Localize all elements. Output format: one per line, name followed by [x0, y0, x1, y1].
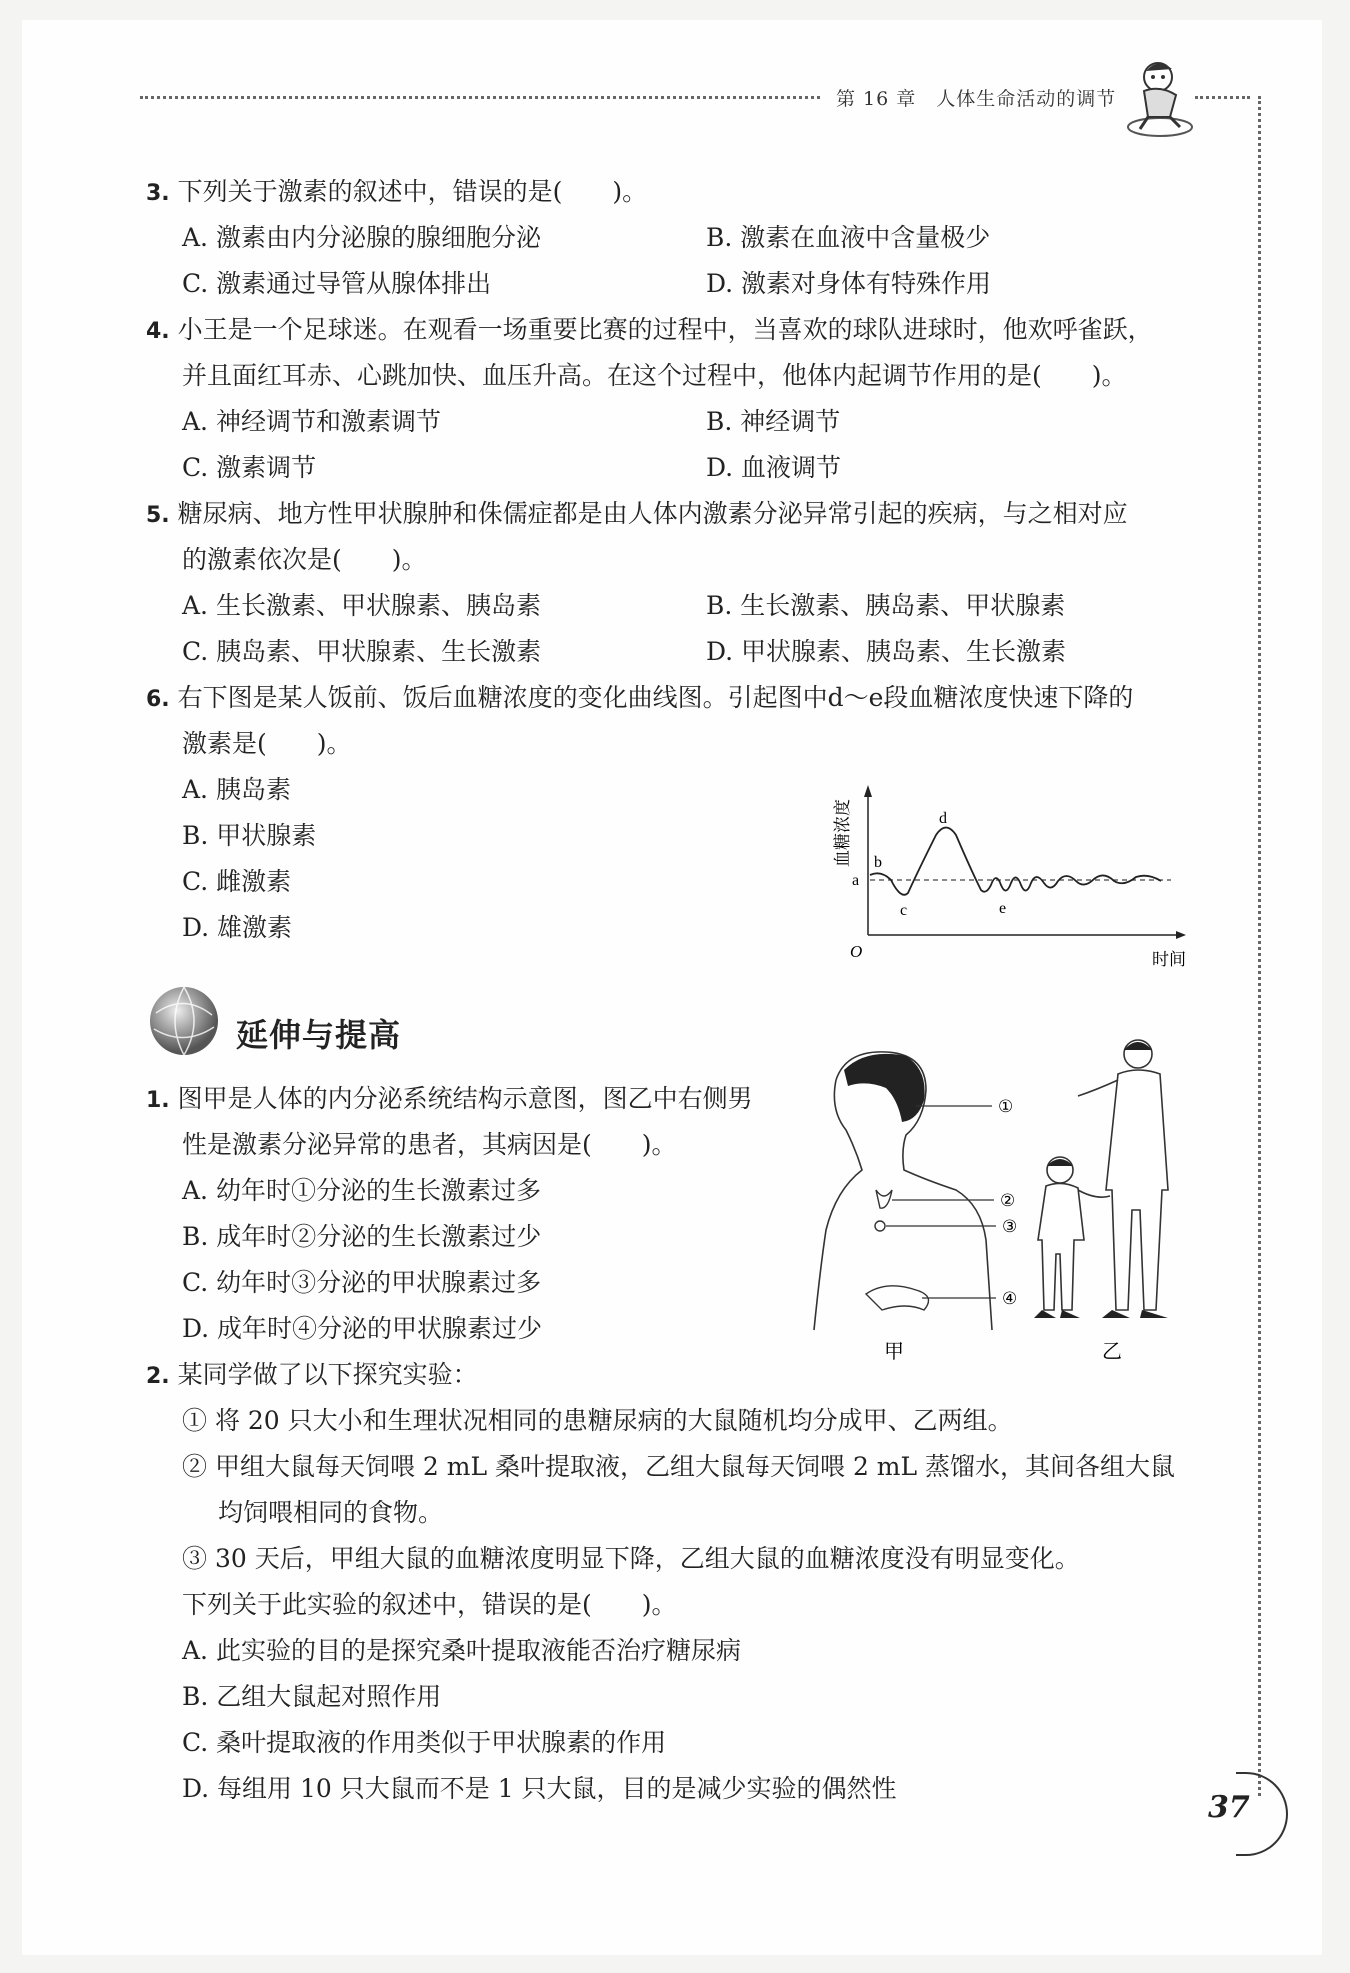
- page-border: [1258, 96, 1263, 1796]
- question-number: 5.: [146, 503, 170, 528]
- marker-1: ①: [998, 1097, 1014, 1117]
- question-text: 糖尿病、地方性甲状腺肿和侏儒症都是由人体内激素分泌异常引起的疾病，与之相对应: [177, 499, 1128, 528]
- option-d: D. 每组用 10 只大鼠而不是 1 只大鼠，目的是减少实验的偶然性: [182, 1774, 897, 1803]
- x-axis-label: 时间: [1152, 950, 1186, 969]
- option-a: A. 激素由内分泌腺的腺细胞分泌: [182, 223, 541, 252]
- experiment-step-3: ③ 30 天后，甲组大鼠的血糖浓度明显下降，乙组大鼠的血糖浓度没有明显变化。: [182, 1544, 1080, 1573]
- question-number: 6.: [146, 687, 170, 712]
- question-text: 的激素依次是( )。: [182, 545, 427, 574]
- experiment-step-2-cont: 均饲喂相同的食物。: [218, 1498, 444, 1527]
- question-text: 下列关于此实验的叙述中，错误的是( )。: [182, 1590, 677, 1619]
- mascot-icon: [1120, 55, 1200, 140]
- question-text: 小王是一个足球迷。在观看一场重要比赛的过程中，当喜欢的球队进球时，他欢呼雀跃，: [177, 315, 1153, 344]
- pancreas-shape: [866, 1286, 929, 1310]
- figure-yi: [1034, 1040, 1168, 1363]
- question-4: [146, 315, 1153, 347]
- page-number: 37: [1208, 1790, 1250, 1825]
- option-c: C. 胰岛素、甲状腺素、生长激素: [182, 637, 542, 666]
- question-number: 2.: [146, 1364, 170, 1389]
- question-6: [146, 683, 1133, 715]
- chapter-title: 人体生命活动的调节: [936, 88, 1117, 110]
- question-text: 下列关于激素的叙述中，错误的是( )。: [177, 177, 648, 206]
- glucose-curve: [870, 828, 1161, 895]
- label-c: c: [900, 902, 908, 919]
- option-b: B. 神经调节: [706, 407, 841, 436]
- label-a: a: [852, 872, 860, 889]
- thyroid-shape: [876, 1190, 892, 1208]
- question-text: 某同学做了以下探究实验：: [177, 1360, 478, 1389]
- question-number: 4.: [146, 319, 170, 344]
- question-text: 激素是( )。: [182, 729, 352, 758]
- figure-jia: [814, 1052, 1017, 1363]
- label-d: d: [939, 810, 947, 827]
- blood-sugar-chart: [833, 775, 1196, 975]
- y-axis-label: 血糖浓度: [833, 799, 852, 867]
- header-rule-right: [1195, 96, 1250, 99]
- header-rule: [140, 96, 820, 99]
- option-a: A. 生长激素、甲状腺素、胰岛素: [182, 591, 541, 620]
- option-c: C. 激素通过导管从腺体排出: [182, 269, 492, 298]
- question-text: 并且面红耳赤、心跳加快、血压升高。在这个过程中，他体内起调节作用的是( )。: [182, 361, 1127, 390]
- experiment-step-2: ② 甲组大鼠每天饲喂 2 mL 桑叶提取液，乙组大鼠每天饲喂 2 mL 蒸馏水，其间各组大鼠: [182, 1452, 1176, 1481]
- question-number: 3.: [146, 181, 170, 206]
- origin-label: O: [850, 942, 863, 961]
- option-c: C. 桑叶提取液的作用类似于甲状腺素的作用: [182, 1728, 667, 1757]
- option-a: A. 胰岛素: [182, 775, 291, 804]
- option-d: D. 成年时④分泌的甲状腺素过少: [182, 1314, 543, 1343]
- option-b: B. 激素在血液中含量极少: [706, 223, 991, 252]
- y-axis-arrow: [864, 785, 872, 797]
- option-a: A. 幼年时①分泌的生长激素过多: [182, 1176, 541, 1205]
- option-c: C. 激素调节: [182, 453, 317, 482]
- chapter-number: 第 16 章: [836, 88, 917, 110]
- question-text: 性是激素分泌异常的患者，其病因是( )。: [182, 1130, 677, 1159]
- section-title: 延伸与提高: [236, 1016, 402, 1054]
- option-a: A. 神经调节和激素调节: [182, 407, 441, 436]
- option-d: D. 雄激素: [182, 913, 293, 942]
- option-b: B. 乙组大鼠起对照作用: [182, 1682, 442, 1711]
- endocrine-figure: [806, 1040, 1216, 1370]
- marker-2: ②: [1000, 1191, 1016, 1211]
- question-number: 1.: [146, 1088, 170, 1113]
- option-b: B. 甲状腺素: [182, 821, 317, 850]
- question-text: 右下图是某人饭前、饭后血糖浓度的变化曲线图。引起图中d～e段血糖浓度快速下降的: [177, 683, 1134, 712]
- option-d: D. 血液调节: [706, 453, 842, 482]
- question-5: [146, 499, 1128, 531]
- marker-4: ④: [1002, 1289, 1018, 1309]
- chapter-header: [836, 84, 1116, 111]
- option-c: C. 雌激素: [182, 867, 292, 896]
- thymus-shape: [875, 1221, 885, 1231]
- question-3: [146, 177, 647, 209]
- label-b: b: [874, 854, 882, 871]
- brain-shape: [844, 1054, 925, 1122]
- option-c: C. 幼年时③分泌的甲状腺素过多: [182, 1268, 542, 1297]
- option-b: B. 成年时②分泌的生长激素过少: [182, 1222, 542, 1251]
- ext-question-2: [146, 1360, 478, 1392]
- globe-icon: [146, 983, 222, 1059]
- label-jia: 甲: [884, 1339, 904, 1363]
- option-b: B. 生长激素、胰岛素、甲状腺素: [706, 591, 1066, 620]
- label-yi: 乙: [1102, 1339, 1122, 1363]
- x-axis-arrow: [1176, 931, 1186, 939]
- ext-question-1: [146, 1084, 753, 1116]
- label-e: e: [999, 900, 1007, 917]
- option-d: D. 甲状腺素、胰岛素、生长激素: [706, 637, 1067, 666]
- marker-3: ③: [1002, 1217, 1018, 1237]
- option-d: D. 激素对身体有特殊作用: [706, 269, 992, 298]
- question-text: 图甲是人体的内分泌系统结构示意图，图乙中右侧男: [177, 1084, 753, 1113]
- experiment-step-1: ① 将 20 只大小和生理状况相同的患糖尿病的大鼠随机均分成甲、乙两组。: [182, 1406, 1013, 1435]
- option-a: A. 此实验的目的是探究桑叶提取液能否治疗糖尿病: [182, 1636, 741, 1665]
